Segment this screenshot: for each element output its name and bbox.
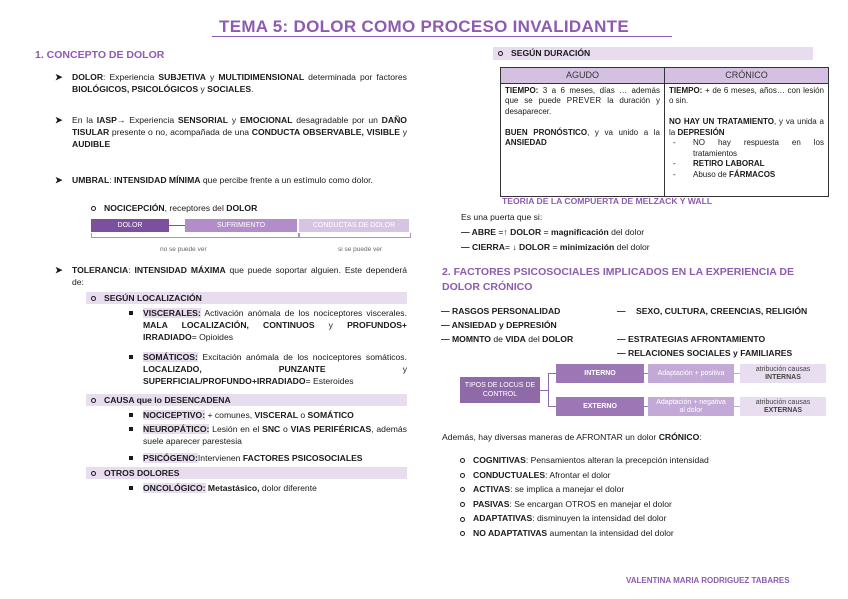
duracion-item: SEGÚN DURACIÓN bbox=[493, 47, 813, 60]
locus-connector bbox=[548, 406, 556, 407]
melzack-heading: TEORIA DE LA COMPUERTA DE MELZACK Y WALL bbox=[502, 196, 713, 206]
circle-bullet-icon bbox=[91, 471, 96, 476]
section2-heading: 2. FACTORES PSICOSOCIALES IMPLICADOS EN LA EXPERIENCIA DE DOLOR CRÓNICO bbox=[442, 266, 794, 293]
flow-bracket-left bbox=[91, 233, 299, 238]
dolor-bullet: ➤ DOLOR: Experiencia SUBJETIVA y MULTIDIMENSIONAL determinada por factores BIOLÓGICOS, PSICOLÓGICOS y SOCIALES. bbox=[55, 72, 407, 94]
causa-item: CAUSA que lo DESENCADENA bbox=[86, 394, 407, 406]
afrontar-item: NO ADAPTATIVAS aumentan la intensidad del dolor bbox=[460, 526, 709, 541]
afrontar-item: CONDUCTUALES: Afrontar el dolor bbox=[460, 468, 709, 483]
section1-heading: 1. CONCEPTO DE DOLOR bbox=[35, 49, 165, 61]
square-bullet-icon bbox=[129, 486, 133, 490]
circle-bullet-icon bbox=[460, 531, 465, 536]
locus-main-box: TIPOS DE LOCUS DE CONTROL bbox=[460, 377, 540, 403]
circle-bullet-icon bbox=[91, 296, 96, 301]
nociceptivo-item: NOCICEPTIVO: + comunes, VISCERAL o SOMÁTICO bbox=[129, 409, 407, 421]
locus-ext-adapt: Adaptación + negativa al dolor bbox=[648, 397, 734, 416]
factor-sexo: — SEXO, CULTURA, CREENCIAS, RELIGIÓN bbox=[617, 306, 808, 316]
square-bullet-icon bbox=[129, 427, 133, 431]
locus-connector bbox=[548, 373, 549, 407]
agudo-header: AGUDO bbox=[501, 68, 665, 84]
cronico-subitem: - RETIRO LABORAL bbox=[673, 159, 765, 168]
locus-ext-attr: atribución causas EXTERNAS bbox=[740, 397, 826, 416]
localizacion-item: SEGÚN LOCALIZACIÓN bbox=[86, 292, 407, 304]
duracion-table bbox=[500, 67, 829, 197]
flow-note-no-visible: no se puede ver bbox=[160, 246, 207, 253]
locus-externo-box: EXTERNO bbox=[556, 397, 644, 416]
afrontar-intro: Además, hay diversas maneras de AFRONTAR un dolor CRÓNICO: bbox=[442, 432, 702, 442]
cronico-subitem: - NO hay respuesta en los tratamientos bbox=[673, 138, 824, 158]
afrontar-item: PASIVAS: Se encargan OTROS en manejar el dolor bbox=[460, 497, 709, 512]
iasp-bullet: ➤ En la IASP→ Experiencia SENSORIAL y EMOCIONAL desagradable por un DAÑO TISULAR presente o no, acompañada de una CONDUCTA OBSERVABLE, VISIBLE y AUDIBLE bbox=[55, 115, 407, 149]
arrow-icon: ➤ bbox=[55, 72, 63, 82]
square-bullet-icon bbox=[129, 413, 133, 417]
factor-ansiedad: — ANSIEDAD y DEPRESIÓN bbox=[441, 320, 557, 330]
agudo-cell: TIEMPO: 3 a 6 meses, días … además que se puede PREVER la duración y desaparecer. BUEN PRONÓSTICO, y va unido a la ANSIEDAD bbox=[501, 83, 665, 196]
square-bullet-icon bbox=[129, 456, 133, 460]
factor-estrategias: — ESTRATEGIAS AFRONTAMIENTO bbox=[617, 334, 766, 344]
psicogeno-item: PSICÓGENO:Intervienen FACTORES PSICOSOCIALES bbox=[129, 452, 409, 464]
circle-bullet-icon bbox=[91, 398, 96, 403]
neuropatico-item: NEUROPÁTICO: Lesión en el SNC o VIAS PERIFÉRICAS, además suele aparecer parestesia bbox=[129, 423, 407, 447]
umbral-bullet: ➤ UMBRAL: INTENSIDAD MÍNIMA que percibe frente a un estímulo como dolor. bbox=[55, 175, 373, 185]
author-footer: VALENTINA MARIA RODRIGUEZ TABARES bbox=[626, 576, 790, 585]
page-title: TEMA 5: DOLOR COMO PROCESO INVALIDANTE bbox=[219, 17, 629, 36]
oncologico-item: ONCOLÓGICO: Metastásico, dolor diferente bbox=[129, 482, 407, 494]
circle-bullet-icon bbox=[460, 458, 465, 463]
circle-bullet-icon bbox=[460, 473, 465, 478]
flow-note-visible: si se puede ver bbox=[338, 246, 383, 253]
afrontar-item: ADAPTATIVAS: disminuyen la intensidad del dolor bbox=[460, 511, 709, 526]
factor-relaciones: — RELACIONES SOCIALES y FAMILIARES bbox=[617, 348, 793, 358]
flow-connector bbox=[169, 225, 185, 226]
flow-sufrimiento-box: SUFRIMIENTO bbox=[185, 219, 297, 232]
melzack-cierra: — CIERRA= ↓ DOLOR = minimización del dolor bbox=[461, 242, 650, 252]
cronico-subitem: - Abuso de FÁRMACOS bbox=[673, 169, 776, 179]
circle-bullet-icon bbox=[498, 51, 503, 56]
factor-rasgos: — RASGOS PERSONALIDAD bbox=[441, 306, 561, 316]
melzack-intro: Es una puerta que si: bbox=[461, 212, 543, 222]
arrow-icon: ➤ bbox=[55, 175, 63, 185]
arrow-icon: ➤ bbox=[55, 265, 63, 275]
afrontar-item: ACTIVAS: se implica a manejar el dolor bbox=[460, 482, 709, 497]
flow-conductas-box: CONDUCTAS DE DOLOR bbox=[299, 219, 409, 232]
locus-interno-box: INTERNO bbox=[556, 364, 644, 383]
nocicepcion-item: NOCICEPCIÓN, receptores del DOLOR bbox=[91, 202, 257, 214]
cronico-cell: TIEMPO: + de 6 meses, años… con lesión o sin. NO HAY UN TRATAMIENTO, y va unida a la DEPRESIÓN - NO hay respuesta en los tratamientos - RETIRO LABORAL - Abuso de FÁRMACOS bbox=[665, 83, 829, 196]
viscerales-item: VISCERALES: Activación anómala de los nociceptores viscerales. MALA LOCALIZACIÓN, CONTINUOS y PROFUNDOS+ IRRADIADO= Opioides bbox=[129, 307, 407, 343]
otros-item: OTROS DOLORES bbox=[86, 467, 407, 479]
afrontar-list bbox=[460, 453, 709, 541]
factor-momento: — MOMNTO de VIDA del DOLOR bbox=[441, 334, 574, 344]
circle-bullet-icon bbox=[460, 517, 465, 522]
locus-connector bbox=[540, 390, 548, 391]
title-underline bbox=[212, 36, 672, 37]
square-bullet-icon bbox=[129, 355, 133, 359]
flow-dolor-box: DOLOR bbox=[91, 219, 169, 232]
melzack-abre: — ABRE =↑ DOLOR = magnificación del dolor bbox=[461, 227, 645, 237]
arrow-icon: ➤ bbox=[55, 115, 63, 125]
somaticos-item: SOMÁTICOS: Excitación anómala de los nociceptores somáticos. LOCALIZADO, PUNZANTE y SUPERFICIAL/PROFUNDO+IRRADIADO= Esteroides bbox=[129, 351, 407, 387]
tolerancia-bullet: ➤ TOLERANCIA: INTENSIDAD MÁXIMA que puede soportar alguien. Este dependerá de: bbox=[55, 265, 407, 287]
circle-bullet-icon bbox=[460, 487, 465, 492]
square-bullet-icon bbox=[129, 311, 133, 315]
locus-int-adapt: Adaptación + positiva bbox=[648, 364, 734, 383]
circle-bullet-icon bbox=[91, 206, 96, 211]
circle-bullet-icon bbox=[460, 502, 465, 507]
afrontar-item: COGNITIVAS: Pensamientos alteran la precepción intensidad bbox=[460, 453, 709, 468]
locus-connector bbox=[548, 373, 556, 374]
flow-bracket-right bbox=[299, 233, 411, 238]
locus-int-attr: atribución causas INTERNAS bbox=[740, 364, 826, 383]
cronico-header: CRÓNICO bbox=[665, 68, 829, 84]
